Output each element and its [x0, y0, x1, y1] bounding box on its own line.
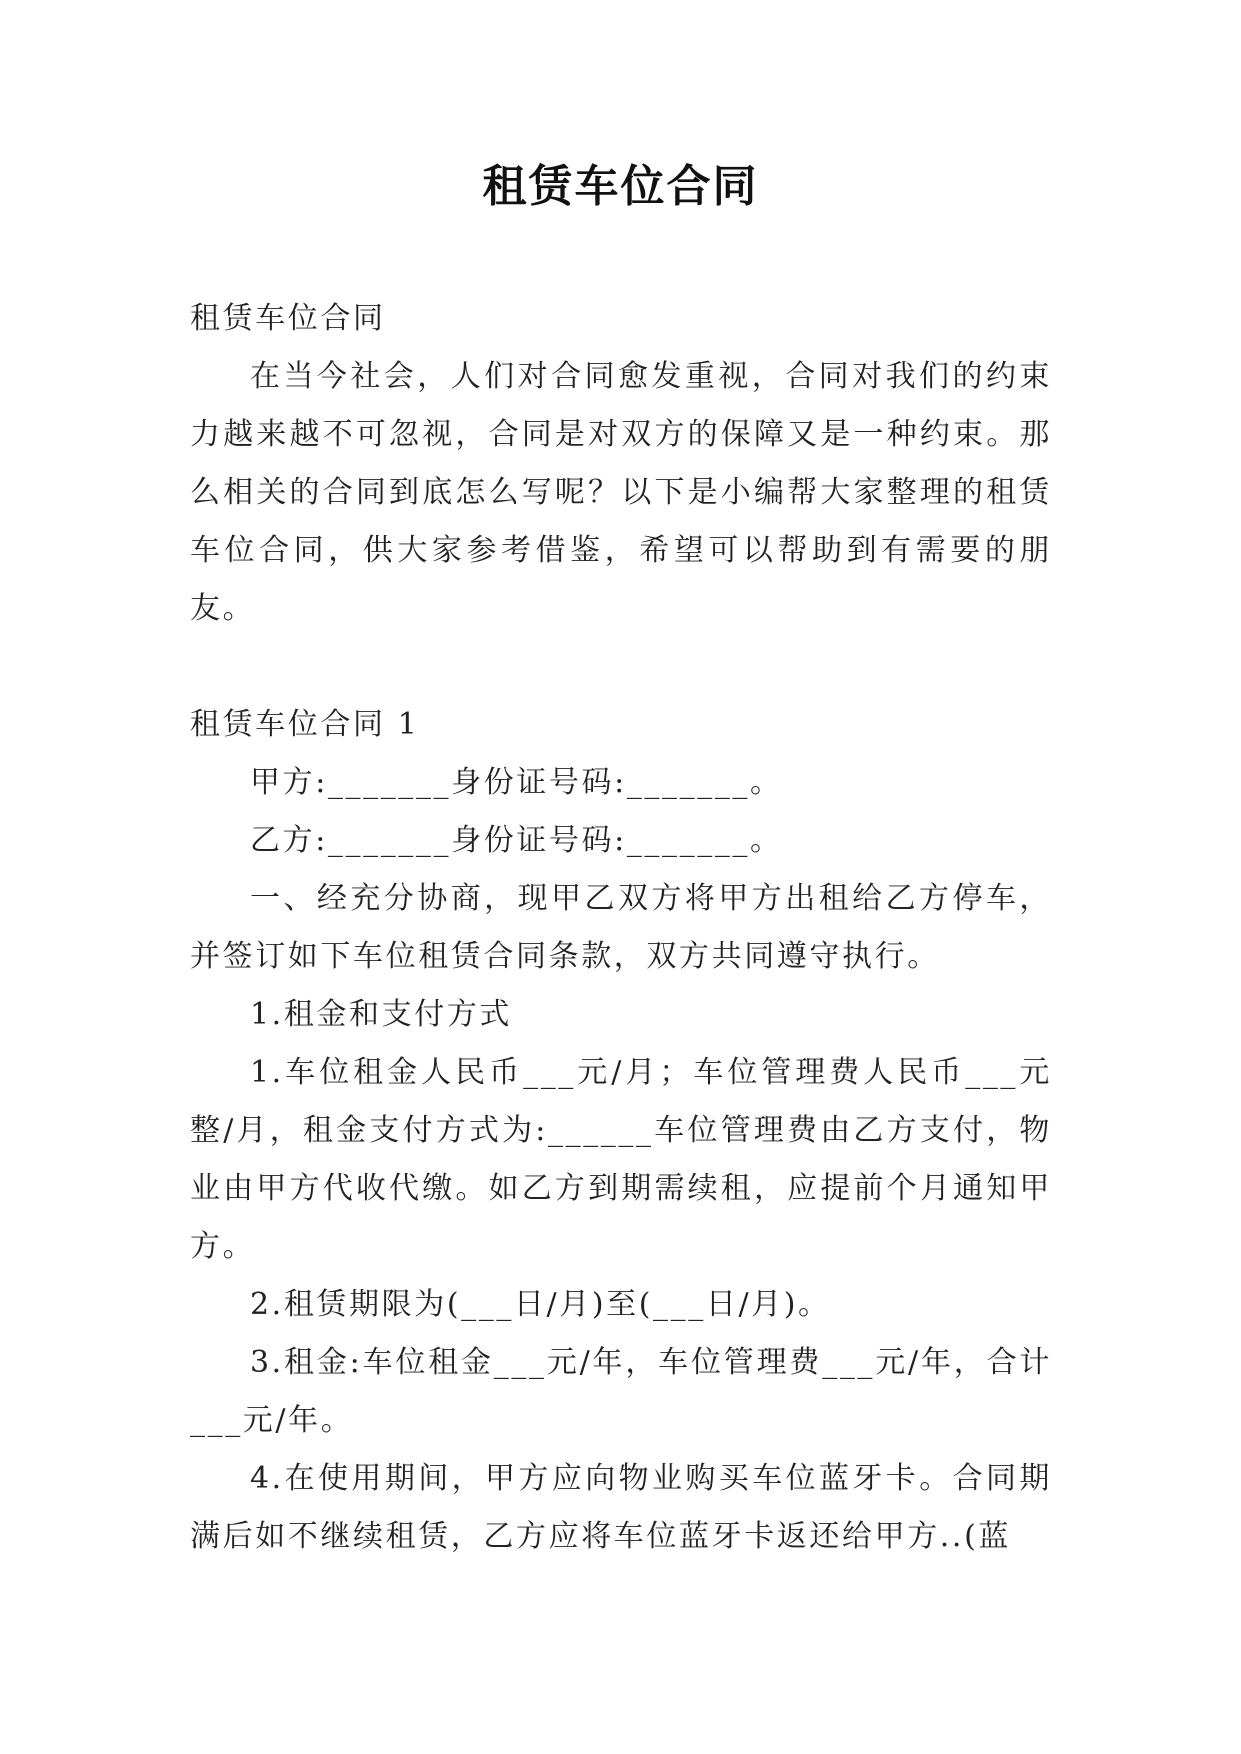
- document-title: 租赁车位合同: [482, 161, 759, 212]
- intro-paragraph: 在当今社会，人们对合同愈发重视，合同对我们的约束力越来越不可忽视，合同是对双方的保障又是一种约束。那么相关的合同到底怎么写呢？以下是小编帮大家整理的租赁车位合同，供大家参考借鉴，希望可以帮助到有需要的朋友。: [190, 359, 1052, 626]
- party-a-line: 甲方:_______身份证号码:_______。: [250, 765, 783, 800]
- document-body: [190, 290, 1052, 1566]
- rent-item-3: 3.租金:车位租金___元/年，车位管理费___元/年，合计___元/年。: [190, 1345, 1052, 1438]
- rent-item-1: 1.车位租金人民币___元/月；车位管理费人民币___元整/月，租金支付方式为:______车位管理费由乙方支付，物业由甲方代收代缴。如乙方到期需续租，应提前个月通知甲方。: [190, 1055, 1052, 1264]
- subtitle-line: 租赁车位合同: [190, 301, 386, 336]
- rent-payment-heading: 1.租金和支付方式: [250, 997, 513, 1032]
- party-b-line: 乙方:_______身份证号码:_______。: [250, 823, 783, 858]
- clause-1-paragraph: 一、经充分协商，现甲乙双方将甲方出租给乙方停车，并签订如下车位租赁合同条款，双方共同遵守执行。: [190, 881, 1052, 974]
- blank-line: [190, 638, 1052, 696]
- rent-item-4: 4.在使用期间，甲方应向物业购买车位蓝牙卡。合同期满后如不继续租赁，乙方应将车位蓝牙卡返还给甲方..(蓝: [190, 1461, 1052, 1554]
- section-heading: 租赁车位合同 1: [190, 707, 420, 742]
- rent-item-2: 2.租赁期限为(___日/月)至(___日/月)。: [250, 1287, 831, 1322]
